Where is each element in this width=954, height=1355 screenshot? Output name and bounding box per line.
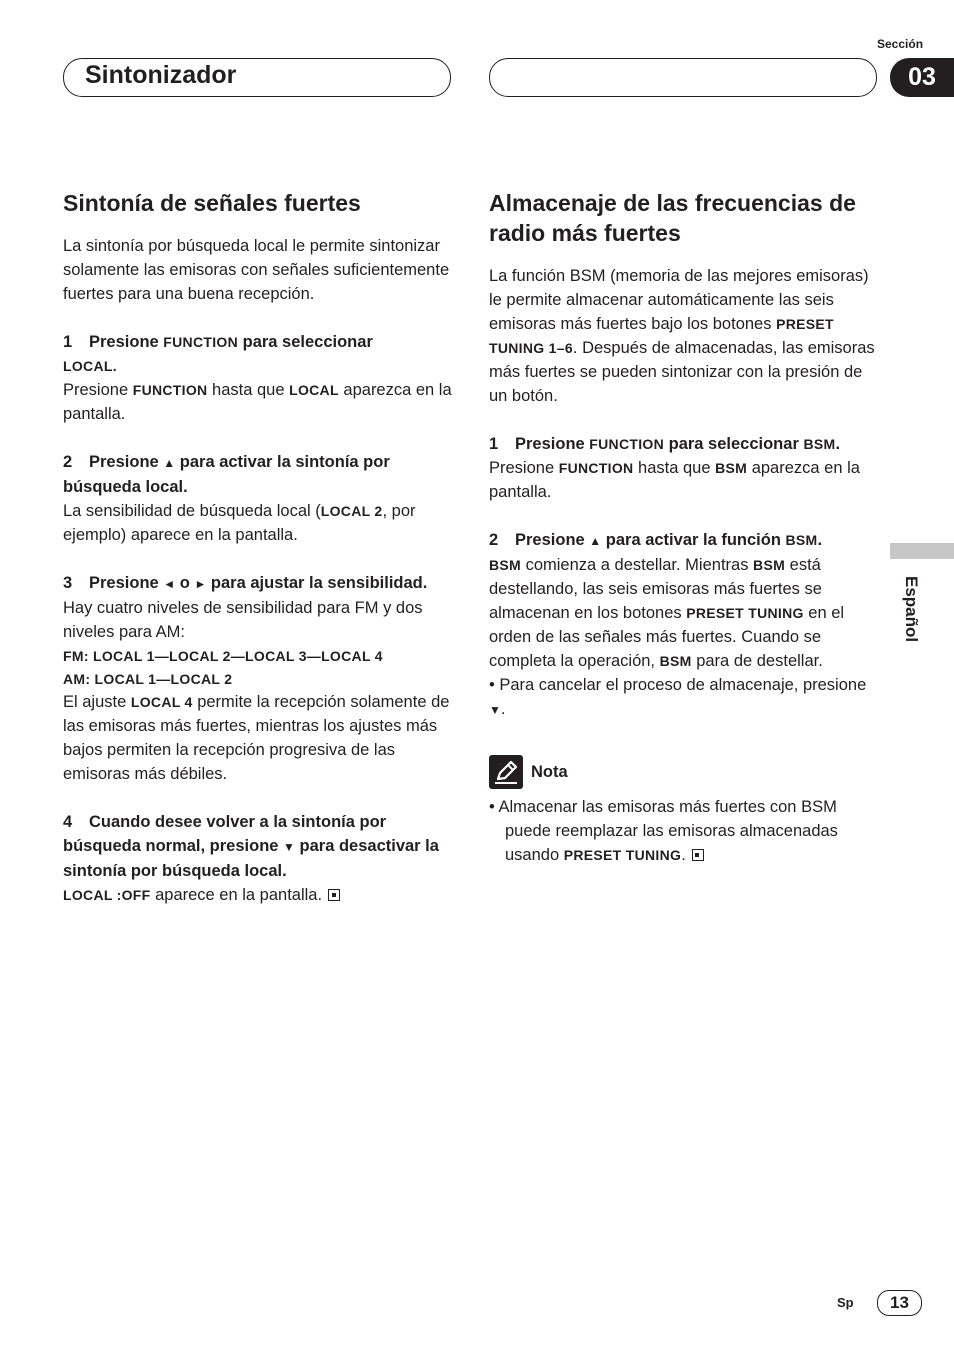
right-intro: La función BSM (memoria de las mejores emisoras) le permite almacenar automáticamente las seis emisoras más fuertes bajo los botones PRESET TUNING 1–6. Después de almacenadas, las emisoras más fuertes se pueden sintonizar con la presión de un botón.: [489, 267, 875, 405]
left-step-4-body: LOCAL :OFF aparece en la pantalla.: [63, 883, 453, 907]
note-title: Nota: [531, 763, 568, 781]
am-levels: AM: LOCAL 1—LOCAL 2: [63, 671, 233, 687]
left-heading: Sintonía de señales fuertes: [63, 190, 361, 216]
right-step-1: 1 Presione FUNCTION para seleccionar BSM.: [489, 435, 841, 453]
page-title: Sintonizador: [85, 61, 237, 89]
up-arrow-icon: ▲: [163, 456, 176, 470]
left-intro: La sintonía por búsqueda local le permite sintonizar solamente las emisoras con señales suficientemente fuertes para una buena recepción.: [63, 237, 450, 303]
left-step-3: 3 Presione ◄ o ► para ajustar la sensibilidad.: [63, 574, 428, 592]
section-label: Sección: [877, 37, 924, 51]
left-step-1-body: Presione FUNCTION hasta que LOCAL aparezca en la pantalla.: [63, 381, 452, 423]
fm-levels: FM: LOCAL 1—LOCAL 2—LOCAL 3—LOCAL 4: [63, 648, 383, 664]
language-label: Español: [902, 576, 921, 643]
pencil-icon: [489, 755, 523, 789]
left-step-3-body-2: El ajuste LOCAL 4 permite la recepción solamente de las emisoras más fuertes, mientras los ajustes más bajos permiten la recepción progresiva de las emisoras más débiles.: [63, 693, 450, 783]
right-arrow-icon: ►: [194, 577, 207, 591]
end-mark-icon: [328, 889, 340, 901]
note-bullet: • Almacenar las emisoras más fuertes con BSM puede reemplazar las emisoras almacenadas usando PRESET TUNING.: [489, 798, 838, 864]
end-mark-icon: [692, 849, 704, 861]
right-step-2: 2 Presione ▲ para activar la función BSM.: [489, 531, 823, 549]
left-step-3-body: Hay cuatro niveles de sensibilidad para FM y dos niveles para AM:: [63, 599, 423, 641]
cancel-bullet: • Para cancelar el proceso de almacenaje, presione ▼.: [489, 676, 867, 718]
left-step-4: 4 Cuando desee volver a la sintonía por búsqueda normal, presione ▼ para desactivar la sintonía por búsqueda local.: [63, 813, 439, 880]
down-arrow-icon: ▼: [283, 840, 295, 854]
right-step-2-body: BSM comienza a destellar. Mientras BSM está destellando, las seis emisoras más fuertes se almacenan en los botones PRESET TUNING en el orden de las señales más fuertes. Cuando se completa la operación, BSM para de destellar.: [489, 556, 845, 670]
left-step-1: 1 Presione FUNCTION para seleccionar LOCAL.: [63, 330, 453, 378]
language-code: Sp: [837, 1295, 854, 1310]
up-arrow-icon: ▲: [589, 534, 602, 548]
left-step-2-body: La sensibilidad de búsqueda local (LOCAL 2, por ejemplo) aparece en la pantalla.: [63, 502, 416, 544]
left-column: [63, 188, 453, 907]
left-step-2: 2 Presione ▲ para activar la sintonía por búsqueda local.: [63, 453, 390, 496]
left-arrow-icon: ◄: [163, 577, 176, 591]
section-number-badge: 03: [890, 58, 954, 97]
header-blank-frame: [489, 58, 877, 97]
language-side-tab: [890, 543, 954, 559]
right-column: [489, 188, 879, 867]
page-number: 13: [877, 1290, 922, 1316]
down-arrow-icon: ▼: [489, 703, 501, 717]
right-step-1-body: Presione FUNCTION hasta que BSM aparezca en la pantalla.: [489, 459, 860, 501]
right-heading: Almacenaje de las frecuencias de radio más fuertes: [489, 190, 856, 246]
step-number: 1: [63, 333, 73, 351]
note-header: [489, 755, 879, 789]
